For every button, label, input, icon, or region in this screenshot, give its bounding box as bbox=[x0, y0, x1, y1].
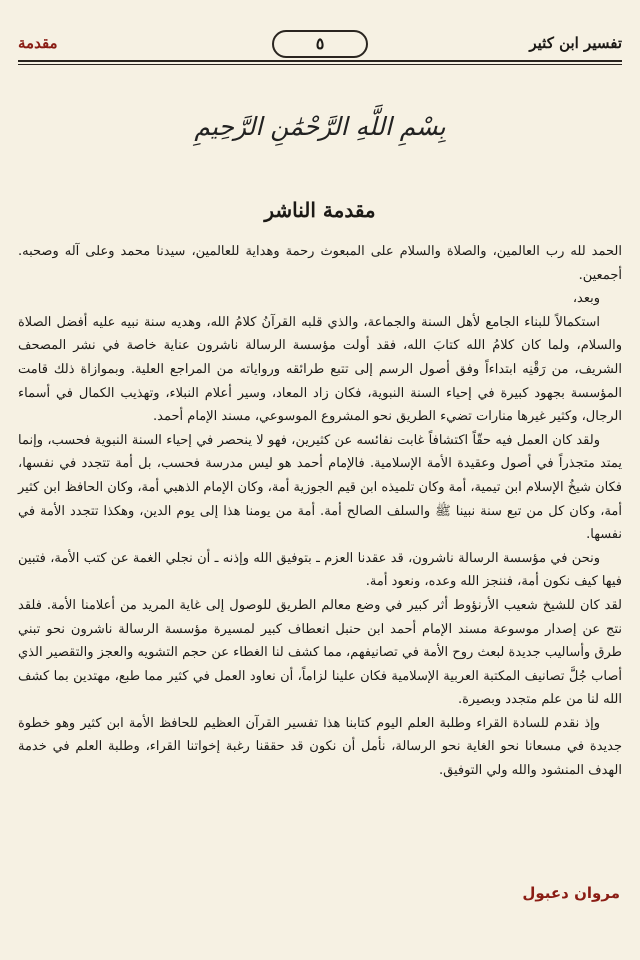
paragraph: لقد كان للشيخ شعيب الأرنؤوط أثر كبير في وضع معالم الطريق للوصول إلى غاية المريد من أعلامنا الأمة. فلقد نتج عن إصدار موسوعة مسند الإمام أحمد ابن حنبل انعطاف كبير لمسيرة مؤسسة الرسالة ناشرون نحو تبني طرق وأساليب جديدة لبعث روح الأمة في تصانيفهم، مما كشف لنا الغطاء عن حجم التشويه والعجز والتقصير الذي أصاب جُلَّ تصانيف المكتبة العربية الإسلامية فكان علينا لزاماً، أن نعاود العمل في كثير مما طبع، مهتدين بما كشف الله لنا من علم متجدد وبصيرة. bbox=[18, 597, 622, 708]
page-title: مقدمة الناشر bbox=[264, 198, 376, 222]
paragraph: الحمد لله رب العالمين، والصلاة والسلام على المبعوث رحمة وهداية للعالمين، سيدنا محمد وعلى آله وصحبه. أجمعين. bbox=[18, 244, 622, 283]
paragraph: ولقد كان العمل فيه حقّاً اكتشافاً غابت نفائسه عن كثيرين، فهو لا ينحصر في إحياء السنة النبوية فحسب، وإنما يمتد متجذراً في أصول وعقيدة الأمة الإسلامية. فالإمام أحمد هو ليس مدرسة فحسب، بل أمة تتجدد في نفسها، فكان شيخُ الإسلام ابن تيمية، أمة وكان تلميذه ابن قيم الجوزية أمة، وكان الإمام الذهبي أمة، وكان الحافظ ابن كثير أمة، وكان كل من تبع سنة نبينا ﷺ والسلف الصالح أمة. أمة من يومنا هذا إلى يوم الدين، وهكذا تتجدد الأمة في نفسها. bbox=[18, 432, 622, 543]
publisher-signature: مروان دعبول bbox=[522, 884, 620, 902]
page-number-badge: ٥ bbox=[272, 30, 368, 58]
paragraph: وبعد، bbox=[572, 291, 600, 307]
header-rule-thick bbox=[18, 60, 622, 62]
header-rule-thin bbox=[18, 64, 622, 65]
page-header bbox=[18, 30, 622, 60]
running-section-title: مقدمة bbox=[18, 34, 58, 52]
paragraph: وإذ نقدم للسادة القراء وطلبة العلم اليوم كتابنا هذا تفسير القرآن العظيم للحافظ الأمة ابن كثير وهو خطوة جديدة في مسعانا نحو الغاية نحو الرسالة، نأمل أن نكون قد حققنا رغبة إخواتنا القراء، وطلبة العلم في خدمة الهدف المنشود والله ولي التوفيق. bbox=[18, 715, 622, 779]
paragraph: ونحن في مؤسسة الرسالة ناشرون، قد عقدنا العزم ـ بتوفيق الله وإذنه ـ أن نجلي الغمة عن كتب الأمة، فتبين فيها كيف نكون أمة، فننجز الله وعده، ونعود أمة. bbox=[18, 550, 622, 590]
paragraph: استكمالاً للبناء الجامع لأهل السنة والجماعة، والذي قلبه القرآنُ كلامُ الله، وهديه سنة نبيه عليه أفضل الصلاة والسلام، ولما كان كلامُ الله كتابَ الله، فقد أولت مؤسسة الرسالة ناشرون عناية خاصة في نشر المصحف الشريف، من رَقْنِه ابتداءاً وفق أصول الرسم إلى تتبع طرائقه ورواياته من المراجع العلية. وبموازاة ذلك قامت المؤسسة بجهود كبيرة في إحياء السنة النبوية، فكان زاد المعاد، وسير أعلام النبلاء، وتهذيب الكمال في أسماء الرجال، وكثير غيرها منارات تضيء الطريق نحو المشروع الموسوعي، مسند الإمام أحمد. bbox=[18, 314, 622, 425]
body-text bbox=[18, 240, 622, 783]
running-book-title: تفسير ابن كثير bbox=[529, 34, 622, 52]
basmala-calligraphy: بِسْمِ اللَّهِ الرَّحْمَٰنِ الرَّحِيمِ bbox=[194, 112, 446, 141]
